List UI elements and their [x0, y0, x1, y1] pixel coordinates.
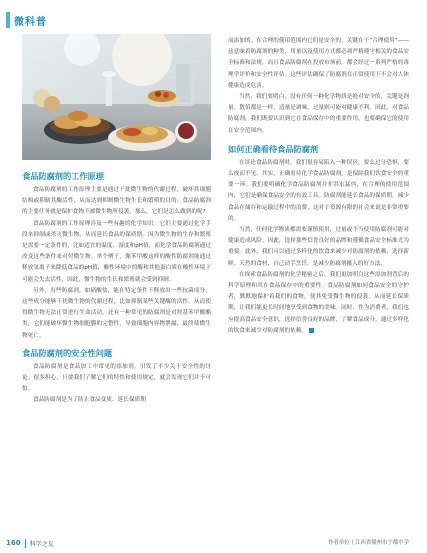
paragraph: 食品防腐剂的工作原理涉及一些有趣的化学知识。它们主要通过化学手段来抑制或杀灭微生物，从而延长食品的保质期。因为微生物的生存和繁殖是需要一定条件的，比如适宜的温度、湿度和pH值，而化学食品防腐剂通过改变这些条件来对付微生物。举个例子，像苯甲酸这样的酸性防腐剂能通过释放氢离子来降低食品的pH值，酸性环境中的酶和其他蛋白质在酸性环境下可能会失去活性，因此，微生物的生长和繁殖就会受到抑制。 — [22, 220, 211, 283]
author-affiliation: 作者单位丨江西省赣州市宁都中学 — [328, 540, 409, 546]
heading-working-principle: 食品防腐剂的工作原理 — [22, 171, 104, 181]
paragraph-final — [228, 270, 409, 337]
paragraph: 当然，我们要明白，没有任何一种化学物质是绝对安全的，关键是剂量。数值都是一样，适量是调味，过量则可能对健康不利。因此，对食品防腐剂，我们既要认识到它在食品保存中的重要作用，也要确保它的使用在安全范围内。 — [228, 94, 409, 134]
heading-safety-issues: 食品防腐剂的安全性问题 — [22, 347, 113, 358]
page-footer — [6, 537, 54, 549]
page-number: 160 — [6, 539, 21, 547]
section-tag — [6, 10, 47, 30]
food-table-photo-icon — [22, 34, 211, 160]
paragraph: 食品防腐剂是食品加工中常见的添加剂，引发了不少关于安全性的讨论。很多担心，只要我们了解它们的特性和使用规定，就会发现它们并不可怕。 — [22, 363, 211, 393]
heading-how-to-view: 如何正确看待食品防腐剂 — [228, 143, 319, 154]
paragraph: 而添加的。在合理的使用范围内它们是安全的，关键在于“合理使用”——这意味着防腐剂的种类、用量以及使用方式都必须严格遵守相关的食品安全标准和法规。而且食品防腐剂在投放市场前，都会经过一系列严格的毒理学评价和安全性评估。这些评估确保了防腐剂在正常使用下不会对人体健康造成危害。 — [228, 38, 409, 89]
food-photo — [22, 34, 211, 160]
paragraph: 食品防腐剂是为了防止食品变质、延长保质期 — [33, 397, 146, 404]
end-mark-icon — [309, 328, 314, 333]
right-column — [228, 36, 409, 337]
paragraph: 当然，任何化学物质都需要谨慎使用，过量或不当使用防腐剂可能对健康造成风险。因此，选择那些信誉良好的品牌和遵循食品安全标准尤为重要。此外，我们可以通过多样化的饮食来减少对防腐剂的依赖，选择新鲜、天然的食材，自己动手烹饪，是减少防腐剂摄入的好方法。 — [228, 227, 409, 267]
section-tag-text: 微科普 — [14, 16, 47, 28]
left-column — [22, 170, 211, 407]
magazine-name: 科学之友 — [29, 540, 54, 548]
paragraph-final-text: 在探索食品防腐剂的化学秘密之后，我们更加明白这些添加剂背后的科学原理和其在食品保存中的重要性。食品防腐剂如同食品安全的守护者，默默地保护着我们的食物，使其免受微生物的侵袭，从而延长保质期，让我们能更长时间地享受到食物的美味。同时，作为消费者，我们也应提高食品安全意识，选择信誉良好的品牌，了解食品成分，通过多样化的饮食来减少对防腐剂的依赖。 — [228, 271, 409, 334]
paragraph: 食品防腐剂的工作原理主要是通过干扰微生物的代谢过程，破坏其细胞结构或抑制其酶活性，从而达到抑制微生物生长和繁殖的目的。食品防腐剂的主要任务就是保护食物不被微生物所侵袭。那么，它们是怎么做到的呢? — [22, 187, 211, 216]
footer-divider — [25, 539, 26, 548]
paragraph: 在谈论食品防腐剂时，我们很容易陷入一种误区，要么过分恐惧，要么视而不见。其实，正确看待化学食品防腐剂，是保障我们饮食安全的重要一环。我们要明确化学食品防腐剂并非洪水猛兽，在合理的使用范围内，它们是确保食品安全的有效工具。防腐剂能延长食品的保质期，减少食品在储存和运输过程中的浪费，这对于资源有限的社会来说是非常重要的。 — [228, 159, 409, 222]
section-tag-bar — [6, 12, 10, 28]
paragraph: 另外，有些防腐剂，如硝酸盐，能在特定条件下释放出一些抗菌成分，这些成分能够干扰微生物的代谢过程，比如抑制某些关键酶的活性，从而使得微生物无法正常进行生命活动。还有一种常见的防腐剂是对羟基苯甲酸酯类，它们能破坏微生物细胞膜的完整性，导致细胞内容物泄漏，最终使微生物死亡。 — [22, 287, 211, 339]
